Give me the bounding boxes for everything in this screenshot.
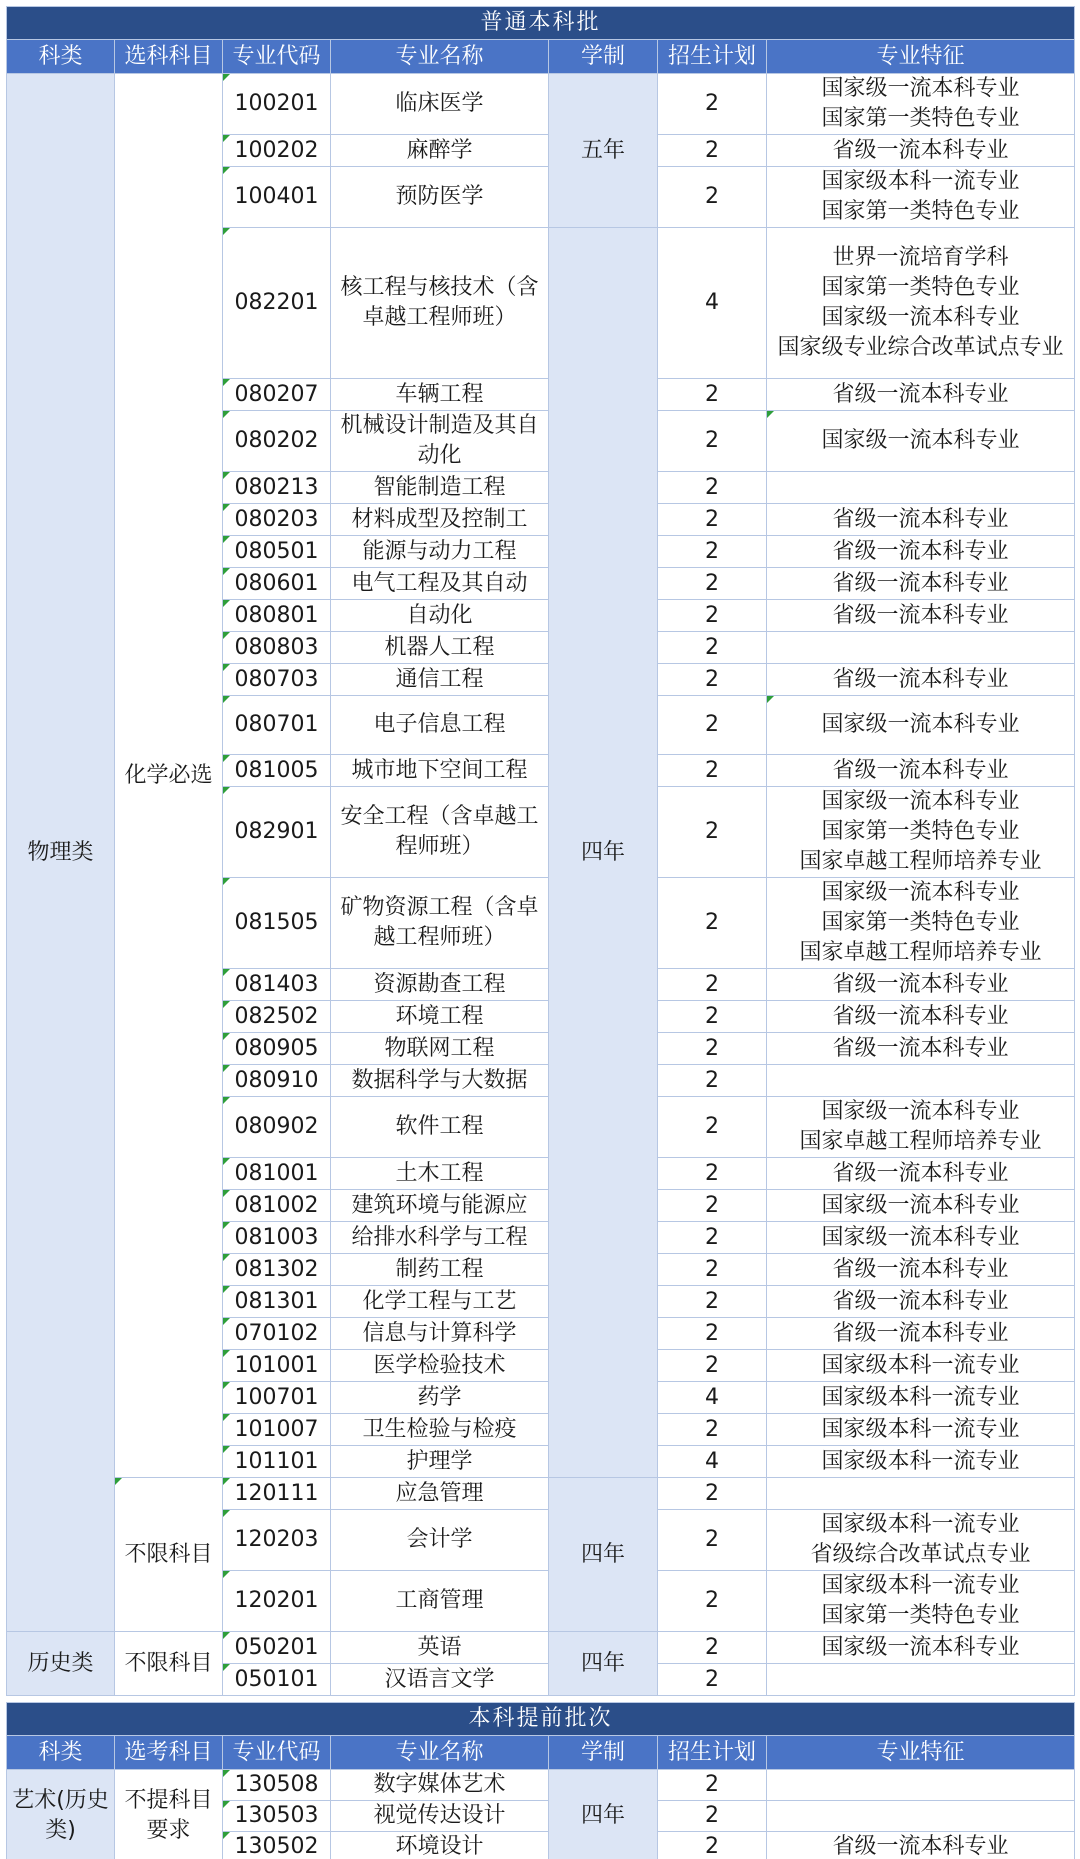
major-name-cell: 麻醉学 xyxy=(331,135,549,167)
feature-text: 国家级一流本科专业 xyxy=(821,1634,1020,1660)
feature-text: 国家级一流本科专业 xyxy=(821,1099,1020,1124)
feature-text: 国家级本科一流专业 xyxy=(821,1512,1020,1537)
major-name-cell: 应急管理 xyxy=(331,1478,549,1510)
feature-text: 国家第一类特色专业 xyxy=(821,819,1020,844)
table-row xyxy=(7,1632,1075,1664)
feature-cell xyxy=(767,228,1075,379)
major-code-cell: 082201 xyxy=(223,228,331,379)
major-code-cell: 081003 xyxy=(223,1222,331,1254)
major-code-cell: 050101 xyxy=(223,1664,331,1696)
major-code-cell: 081002 xyxy=(223,1190,331,1222)
feature-cell xyxy=(767,878,1075,969)
major-code-cell: 100401 xyxy=(223,167,331,228)
plan-cell: 2 xyxy=(658,379,767,411)
header-feature: 专业特征 xyxy=(767,40,1075,74)
major-code-cell: 082901 xyxy=(223,787,331,878)
plan-cell: 2 xyxy=(658,1222,767,1254)
feature-text: 省级一流本科专业 xyxy=(832,1160,1009,1186)
feature-cell xyxy=(767,568,1075,600)
major-name-cell: 汉语言文学 xyxy=(331,1664,549,1696)
major-name-cell: 数字媒体艺术 xyxy=(331,1770,549,1801)
feature-cell xyxy=(767,1632,1075,1664)
major-name-cell: 通信工程 xyxy=(331,664,549,696)
feature-cell xyxy=(767,1382,1075,1414)
major-code-cell: 100701 xyxy=(223,1382,331,1414)
feature-cell xyxy=(767,167,1075,228)
category-cell: 艺术(历史类) xyxy=(7,1770,115,1859)
major-name-cell: 会计学 xyxy=(331,1510,549,1571)
major-name-cell: 护理学 xyxy=(331,1446,549,1478)
feature-cell xyxy=(767,1350,1075,1382)
plan-cell: 2 xyxy=(658,536,767,568)
plan-cell: 2 xyxy=(658,167,767,228)
header-code: 专业代码 xyxy=(223,1736,331,1770)
duration-cell: 四年 xyxy=(549,1632,658,1696)
regular-batch-table xyxy=(6,6,1075,1696)
header-subject: 选考科目 xyxy=(115,1736,223,1770)
feature-text: 省级一流本科专业 xyxy=(832,1003,1009,1029)
plan-cell: 2 xyxy=(658,568,767,600)
feature-cell xyxy=(767,411,1075,472)
plan-cell: 2 xyxy=(658,1286,767,1318)
feature-cell xyxy=(767,1801,1075,1832)
major-code-cell: 080202 xyxy=(223,411,331,472)
duration-cell: 四年 xyxy=(549,228,658,1478)
major-name-cell: 建筑环境与能源应 xyxy=(331,1190,549,1222)
feature-cell xyxy=(767,1478,1075,1510)
duration-cell: 四年 xyxy=(549,1770,658,1859)
major-code-cell: 080803 xyxy=(223,632,331,664)
feature-text: 国家级专业综合改革试点专业 xyxy=(777,335,1064,360)
header-plan: 招生计划 xyxy=(658,1736,767,1770)
major-code-cell: 120111 xyxy=(223,1478,331,1510)
plan-cell: 2 xyxy=(658,1571,767,1632)
major-name-cell: 临床医学 xyxy=(331,74,549,135)
feature-text: 国家卓越工程师培养专业 xyxy=(799,940,1042,965)
plan-cell: 2 xyxy=(658,1510,767,1571)
feature-cell xyxy=(767,135,1075,167)
major-code-cell: 080910 xyxy=(223,1065,331,1097)
major-name-cell: 化学工程与工艺 xyxy=(331,1286,549,1318)
header-feature: 专业特征 xyxy=(767,1736,1075,1770)
duration-cell: 四年 xyxy=(549,1478,658,1632)
feature-cell xyxy=(767,536,1075,568)
feature-cell xyxy=(767,1158,1075,1190)
major-name-cell: 药学 xyxy=(331,1382,549,1414)
feature-cell xyxy=(767,969,1075,1001)
feature-cell xyxy=(767,1446,1075,1478)
major-name-cell: 视觉传达设计 xyxy=(331,1801,549,1832)
plan-cell: 2 xyxy=(658,632,767,664)
section-title: 普通本科批 xyxy=(7,7,1075,40)
major-code-cell: 081403 xyxy=(223,969,331,1001)
feature-text: 国家级一流本科专业 xyxy=(821,428,1020,453)
feature-cell xyxy=(767,696,1075,755)
feature-cell xyxy=(767,1510,1075,1571)
header-category: 科类 xyxy=(7,1736,115,1770)
major-code-cell: 100202 xyxy=(223,135,331,167)
major-code-cell: 080203 xyxy=(223,504,331,536)
major-name-cell: 车辆工程 xyxy=(331,379,549,411)
feature-text: 省级一流本科专业 xyxy=(832,1288,1009,1314)
feature-text: 国家级本科一流专业 xyxy=(821,1416,1020,1442)
feature-cell xyxy=(767,1414,1075,1446)
major-code-cell: 080703 xyxy=(223,664,331,696)
plan-cell: 2 xyxy=(658,1801,767,1832)
feature-text: 国家级本科一流专业 xyxy=(821,1448,1020,1474)
major-code-cell: 120203 xyxy=(223,1510,331,1571)
major-name-cell: 卫生检验与检疫 xyxy=(331,1414,549,1446)
major-code-cell: 080701 xyxy=(223,696,331,755)
subject-cell: 不限科目 xyxy=(115,1478,223,1632)
feature-text: 国家级本科一流专业 xyxy=(821,1352,1020,1378)
feature-cell xyxy=(767,1286,1075,1318)
header-duration: 学制 xyxy=(549,1736,658,1770)
plan-cell: 2 xyxy=(658,1065,767,1097)
major-name-cell: 软件工程 xyxy=(331,1097,549,1158)
plan-cell: 4 xyxy=(658,228,767,379)
plan-cell: 2 xyxy=(658,135,767,167)
feature-cell xyxy=(767,664,1075,696)
major-code-cell: 130502 xyxy=(223,1832,331,1859)
feature-text: 省级一流本科专业 xyxy=(832,666,1009,692)
subject-cell: 不提科目要求 xyxy=(115,1770,223,1859)
feature-text: 国家级一流本科专业 xyxy=(821,712,1020,737)
major-name-cell: 城市地下空间工程 xyxy=(331,755,549,787)
feature-text: 省级一流本科专业 xyxy=(832,971,1009,997)
plan-cell: 2 xyxy=(658,74,767,135)
feature-text: 国家级本科一流专业 xyxy=(821,1573,1020,1598)
major-code-cell: 050201 xyxy=(223,1632,331,1664)
feature-text: 省级一流本科专业 xyxy=(832,602,1009,628)
major-name-cell: 制药工程 xyxy=(331,1254,549,1286)
feature-cell xyxy=(767,1222,1075,1254)
header-subject: 选科科目 xyxy=(115,40,223,74)
feature-cell xyxy=(767,1318,1075,1350)
feature-text: 国家第一类特色专业 xyxy=(821,199,1020,224)
feature-cell xyxy=(767,632,1075,664)
major-code-cell: 080601 xyxy=(223,568,331,600)
major-code-cell: 080801 xyxy=(223,600,331,632)
major-name-cell: 给排水科学与工程 xyxy=(331,1222,549,1254)
feature-text: 国家卓越工程师培养专业 xyxy=(799,849,1042,874)
plan-cell: 2 xyxy=(658,504,767,536)
major-name-cell: 英语 xyxy=(331,1632,549,1664)
plan-cell: 2 xyxy=(658,1158,767,1190)
plan-cell: 2 xyxy=(658,1350,767,1382)
plan-cell: 2 xyxy=(658,1254,767,1286)
feature-cell xyxy=(767,755,1075,787)
table-row xyxy=(7,1478,1075,1510)
feature-text: 世界一流培育学科 xyxy=(832,245,1009,270)
major-code-cell: 130508 xyxy=(223,1770,331,1801)
major-code-cell: 081005 xyxy=(223,755,331,787)
major-name-cell: 物联网工程 xyxy=(331,1033,549,1065)
feature-text: 省级一流本科专业 xyxy=(832,1320,1009,1346)
feature-cell xyxy=(767,74,1075,135)
section-title: 本科提前批次 xyxy=(7,1703,1075,1736)
major-name-cell: 材料成型及控制工 xyxy=(331,504,549,536)
header-code: 专业代码 xyxy=(223,40,331,74)
table-row xyxy=(7,1770,1075,1801)
plan-cell: 4 xyxy=(658,1446,767,1478)
feature-text: 省级一流本科专业 xyxy=(832,506,1009,532)
feature-cell xyxy=(767,1033,1075,1065)
major-name-cell: 矿物资源工程（含卓越工程师班） xyxy=(331,878,549,969)
plan-cell: 2 xyxy=(658,696,767,755)
major-code-cell: 120201 xyxy=(223,1571,331,1632)
feature-cell xyxy=(767,1664,1075,1696)
major-name-cell: 工商管理 xyxy=(331,1571,549,1632)
feature-text: 国家级一流本科专业 xyxy=(821,1224,1020,1250)
feature-text: 国家级本科一流专业 xyxy=(821,169,1020,194)
early-batch-table xyxy=(6,1702,1075,1859)
feature-cell xyxy=(767,1001,1075,1033)
major-code-cell: 080213 xyxy=(223,472,331,504)
feature-text: 国家第一类特色专业 xyxy=(821,1603,1020,1628)
major-code-cell: 100201 xyxy=(223,74,331,135)
major-name-cell: 资源勘查工程 xyxy=(331,969,549,1001)
plan-cell: 2 xyxy=(658,664,767,696)
major-name-cell: 能源与动力工程 xyxy=(331,536,549,568)
subject-cell: 不限科目 xyxy=(115,1632,223,1696)
plan-cell: 2 xyxy=(658,472,767,504)
feature-cell xyxy=(767,1097,1075,1158)
feature-text: 省级一流本科专业 xyxy=(832,538,1009,564)
plan-cell: 2 xyxy=(658,1414,767,1446)
major-name-cell: 机械设计制造及其自动化 xyxy=(331,411,549,472)
feature-text: 省级综合改革试点专业 xyxy=(810,1542,1031,1567)
plan-cell: 2 xyxy=(658,1832,767,1859)
major-code-cell: 081001 xyxy=(223,1158,331,1190)
major-code-cell: 080902 xyxy=(223,1097,331,1158)
header-name: 专业名称 xyxy=(331,40,549,74)
major-name-cell: 电子信息工程 xyxy=(331,696,549,755)
major-code-cell: 130503 xyxy=(223,1801,331,1832)
feature-text: 国家第一类特色专业 xyxy=(821,106,1020,131)
feature-text: 省级一流本科专业 xyxy=(832,757,1009,783)
plan-cell: 2 xyxy=(658,1770,767,1801)
feature-text: 省级一流本科专业 xyxy=(832,570,1009,596)
major-name-cell: 核工程与核技术（含卓越工程师班） xyxy=(331,228,549,379)
plan-cell: 2 xyxy=(658,1190,767,1222)
feature-text: 国家级一流本科专业 xyxy=(821,305,1020,330)
plan-cell: 2 xyxy=(658,1632,767,1664)
major-name-cell: 医学检验技术 xyxy=(331,1350,549,1382)
major-name-cell: 电气工程及其自动 xyxy=(331,568,549,600)
plan-cell: 2 xyxy=(658,1033,767,1065)
major-name-cell: 信息与计算科学 xyxy=(331,1318,549,1350)
major-code-cell: 082502 xyxy=(223,1001,331,1033)
plan-cell: 2 xyxy=(658,600,767,632)
feature-cell xyxy=(767,472,1075,504)
feature-text: 省级一流本科专业 xyxy=(832,1834,1009,1859)
feature-text: 国家第一类特色专业 xyxy=(821,910,1020,935)
major-name-cell: 智能制造工程 xyxy=(331,472,549,504)
feature-text: 国家级一流本科专业 xyxy=(821,76,1020,101)
major-code-cell: 080905 xyxy=(223,1033,331,1065)
feature-text: 省级一流本科专业 xyxy=(832,1256,1009,1282)
feature-text: 省级一流本科专业 xyxy=(832,1035,1009,1061)
feature-cell xyxy=(767,600,1075,632)
feature-cell xyxy=(767,1254,1075,1286)
feature-cell xyxy=(767,504,1075,536)
major-code-cell: 081505 xyxy=(223,878,331,969)
major-name-cell: 预防医学 xyxy=(331,167,549,228)
plan-cell: 2 xyxy=(658,1001,767,1033)
plan-cell: 2 xyxy=(658,755,767,787)
feature-text: 国家第一类特色专业 xyxy=(821,275,1020,300)
header-duration: 学制 xyxy=(549,40,658,74)
plan-cell: 2 xyxy=(658,1097,767,1158)
category-cell: 物理类 xyxy=(7,74,115,1632)
header-category: 科类 xyxy=(7,40,115,74)
header-plan: 招生计划 xyxy=(658,40,767,74)
major-name-cell: 自动化 xyxy=(331,600,549,632)
feature-text: 国家级本科一流专业 xyxy=(821,1384,1020,1410)
feature-cell xyxy=(767,1832,1075,1859)
plan-cell: 2 xyxy=(658,1664,767,1696)
feature-cell xyxy=(767,1770,1075,1801)
header-name: 专业名称 xyxy=(331,1736,549,1770)
duration-cell: 五年 xyxy=(549,74,658,228)
major-name-cell: 安全工程（含卓越工程师班） xyxy=(331,787,549,878)
plan-cell: 2 xyxy=(658,878,767,969)
plan-cell: 2 xyxy=(658,787,767,878)
feature-cell xyxy=(767,1190,1075,1222)
feature-cell xyxy=(767,379,1075,411)
major-code-cell: 081302 xyxy=(223,1254,331,1286)
feature-text: 省级一流本科专业 xyxy=(832,381,1009,407)
major-name-cell: 机器人工程 xyxy=(331,632,549,664)
plan-cell: 2 xyxy=(658,1318,767,1350)
feature-text: 国家级一流本科专业 xyxy=(821,1192,1020,1218)
major-code-cell: 070102 xyxy=(223,1318,331,1350)
major-code-cell: 080501 xyxy=(223,536,331,568)
plan-cell: 2 xyxy=(658,1478,767,1510)
feature-text: 国家级一流本科专业 xyxy=(821,880,1020,905)
plan-cell: 4 xyxy=(658,1382,767,1414)
major-code-cell: 101101 xyxy=(223,1446,331,1478)
table-row xyxy=(7,74,1075,135)
plan-cell: 2 xyxy=(658,969,767,1001)
category-cell: 历史类 xyxy=(7,1632,115,1696)
major-name-cell: 环境工程 xyxy=(331,1001,549,1033)
major-name-cell: 土木工程 xyxy=(331,1158,549,1190)
feature-cell xyxy=(767,787,1075,878)
major-name-cell: 数据科学与大数据 xyxy=(331,1065,549,1097)
major-code-cell: 101007 xyxy=(223,1414,331,1446)
feature-text: 国家卓越工程师培养专业 xyxy=(799,1129,1042,1154)
major-code-cell: 101001 xyxy=(223,1350,331,1382)
subject-cell: 化学必选 xyxy=(115,74,223,1478)
feature-cell xyxy=(767,1571,1075,1632)
feature-cell xyxy=(767,1065,1075,1097)
plan-cell: 2 xyxy=(658,411,767,472)
major-code-cell: 080207 xyxy=(223,379,331,411)
major-name-cell: 环境设计 xyxy=(331,1832,549,1859)
feature-text: 国家级一流本科专业 xyxy=(821,789,1020,814)
major-code-cell: 081301 xyxy=(223,1286,331,1318)
feature-text: 省级一流本科专业 xyxy=(832,137,1009,163)
